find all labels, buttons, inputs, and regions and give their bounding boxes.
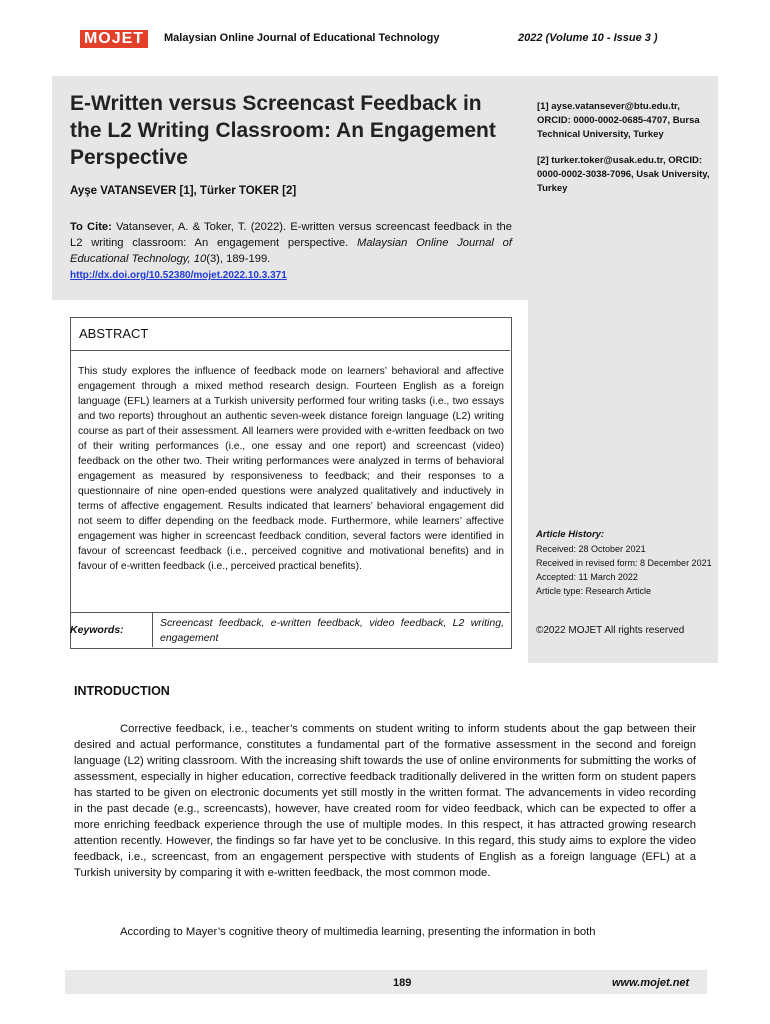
affiliation-1: [1] ayse.vatansever@btu.edu.tr, ORCID: 0000-0002-0685-4707, Bursa Technical University, Turkey bbox=[537, 101, 700, 140]
copyright-notice: ©2022 MOJET All rights reserved bbox=[536, 625, 685, 636]
history-type: Article type: Research Article bbox=[536, 586, 652, 596]
page-footer bbox=[65, 970, 707, 994]
paper-title: E-Written versus Screencast Feedback in the L2 Writing Classroom: An Engagement Perspective bbox=[70, 92, 496, 169]
history-accepted: Accepted: 11 March 2022 bbox=[536, 572, 638, 582]
journal-logo: MOJET bbox=[80, 30, 148, 48]
website-link[interactable]: www.mojet.net bbox=[612, 977, 690, 989]
history-title: Article History: bbox=[536, 529, 605, 540]
affiliation-2: [2] turker.toker@usak.edu.tr, ORCID: 0000-0002-3038-7096, Usak University, Turkey bbox=[537, 155, 710, 194]
keywords-divider bbox=[152, 612, 153, 647]
introduction-paragraph-1: Corrective feedback, i.e., teacher’s comments on student writing to inform students about the gap between their desired and actual performance, constitutes a fundamental part of the formative assessment in the second and foreign language (L2) writing classroom. With the increasing shift towards the use of online environments for submitting the works of assessment, especially in higher education, corrective feedback traditionally delivered in the written form on student papers has started to be given on electronic documents yet still mostly in the written format. The advancements in video recording in the past decade (e.g., screencasts), however, have created room for video feedback, which can be expected to offer a more enriching feedback experience through the use of multiple modes. In this respect, it has attracted growing research attention recently. However, the findings so far have yet to be conclusive. In this regard, this study aims to explore the video feedback, i.e., screencast, from an engagement perspective with students of English as a foreign language (EFL) at a Turkish university by comparing it with e-written feedback, the most common mode. bbox=[74, 723, 696, 879]
citation-text: Vatansever, A. & Toker, T. (2022). E-written versus screencast feedback in the L2 writing classroom: An engagement perspective. bbox=[70, 221, 513, 249]
history-revised: Received in revised form: 8 December 2021 bbox=[536, 558, 712, 568]
citation-issue: (3), 189-199. bbox=[206, 253, 271, 265]
history-received: Received: 28 October 2021 bbox=[536, 544, 646, 554]
doi-link[interactable]: http://dx.doi.org/10.52380/mojet.2022.10.3.371 bbox=[70, 270, 287, 281]
article-history bbox=[536, 528, 714, 598]
citation-journal: Malaysian Online Journal of Educational Technology, 10 bbox=[70, 237, 512, 265]
abstract-text: This study explores the influence of feedback mode on learners’ behavioral and affective engagement through a mixed method research design. Fourteen English as a foreign language (EFL) learners at a Turkish university performed four writing tasks (i.e., two essays and two reports) throughout an authentic seven-week distance foreign language (L2) writing course as part of their assessment. All learners were provided with e-written feedback on two of their writing performances (i.e., one essay and one report) and screencast (video) feedback on the other two. Their writing performances were analyzed in terms of behavioral engagement as measured by responsiveness to feedback; and their responses to a questionnaire of nine open-ended questions were analyzed qualitatively and inductively in terms of affective engagement. Results indicated that learners’ behavioral engagement did not seem to differ depending on the feedback mode. Furthermore, while learners’ affective engagement was higher in screencast feedback condition, several factors were identified in favour of screencast feedback (i.e., perceived cognitive and motivational benefits) and in favour of e-written feedback (i.e., perceived practical benefits). bbox=[78, 366, 504, 572]
introduction-heading: INTRODUCTION bbox=[74, 684, 170, 698]
keywords-text: Screencast feedback, e-written feedback, video feedback, L2 writing, engagement bbox=[160, 617, 504, 644]
keywords-label: Keywords: bbox=[70, 624, 124, 636]
citation-label: To Cite: bbox=[70, 221, 112, 233]
journal-name: Malaysian Online Journal of Educational Technology bbox=[164, 32, 440, 44]
abstract-header bbox=[70, 317, 510, 351]
issue-info: 2022 (Volume 10 - Issue 3 ) bbox=[518, 32, 658, 44]
author-list: Ayşe VATANSEVER [1], Türker TOKER [2] bbox=[70, 185, 297, 197]
citation bbox=[70, 219, 512, 284]
abstract-heading: ABSTRACT bbox=[79, 326, 149, 341]
introduction-paragraph-2: According to Mayer’s cognitive theory of multimedia learning, presenting the information in both bbox=[120, 926, 596, 938]
page-number: 189 bbox=[393, 977, 412, 989]
